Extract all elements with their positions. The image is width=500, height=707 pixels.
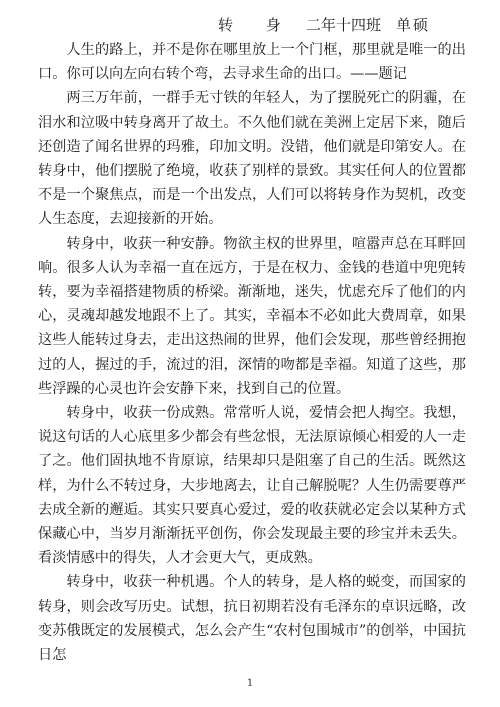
paragraph-1: 两三万年前，一群手无寸铁的年轻人，为了摆脱死亡的阴霾，在泪水和泣吸中转身离开了故土。不久他们就在美洲上定居下来，随后还创造了闻名世界的玛雅，印加文明。没错，他们就是印第安人。在转身中，他们摆脱了绝境，收获了别样的景致。其实任何人的位置都不是一个聚焦点，而是一个出发点，人们可以将转身作为契机，改变人生态度，去迎接新的开始。: [38, 90, 466, 228]
paragraph-3: 转身中，收获一份成熟。常常听人说，爱情会把人掏空。我想，说这句话的人心底里多少都会有些忿恨，无法原谅倾心相爱的人一走了之。他们固执地不肯原谅，结果却只是阻塞了自己的生活。既然这样，为什么不转过身，大步地离去，让自己解脱呢？人生仍需要尊严去成全新的邂逅。其实只要真心爱过，爱的收获就必定会以某种方式保藏心中，当岁月渐渐抚平创伤，你会发现最主要的珍宝并未丢失。看淡情感中的得失，人才会更大气，更成熟。: [38, 405, 466, 567]
class-name: 二年十四班: [306, 16, 382, 34]
paragraph-2: 转身中，收获一种安静。物欲主权的世界里，喧嚣声总在耳畔回响。很多人认为幸福一直在远方，于是在权力、金钱的巷道中兜兜转转，要为幸福搭建物质的桥梁。渐渐地，迷失，忧虑充斥了他们的内心，灵魂却越发地跟不上了。其实，幸福本不必如此大费周章，如果这些人能转过身去，走出这热闹的世界，他们会发现，那些曾经拥抱过的人，握过的手，流过的泪，深情的吻都是幸福。知道了这些，那些浮躁的心灵也许会安静下来，找到自己的位置。: [38, 235, 466, 397]
paragraph-4: 转身中，收获一种机遇。个人的转身，是人格的蜕变，而国家的转身，则会改写历史。试想，抗日初期若没有毛泽东的卓识远略，改变苏俄既定的发展模式，怎么会产生“农村包围城市”的创举，中国抗日怎: [38, 574, 466, 664]
paragraph-epigraph: 人生的路上，并不是你在哪里放上一个门框，那里就是唯一的出口。你可以向左向右转个弯，去寻求生命的出口。——题记: [38, 42, 466, 83]
essay-heading: [38, 14, 466, 38]
essay-title: 转 身: [218, 16, 295, 34]
page-number: 1: [246, 678, 254, 689]
author-name: 单硕: [396, 16, 431, 34]
document-page: [38, 14, 466, 667]
